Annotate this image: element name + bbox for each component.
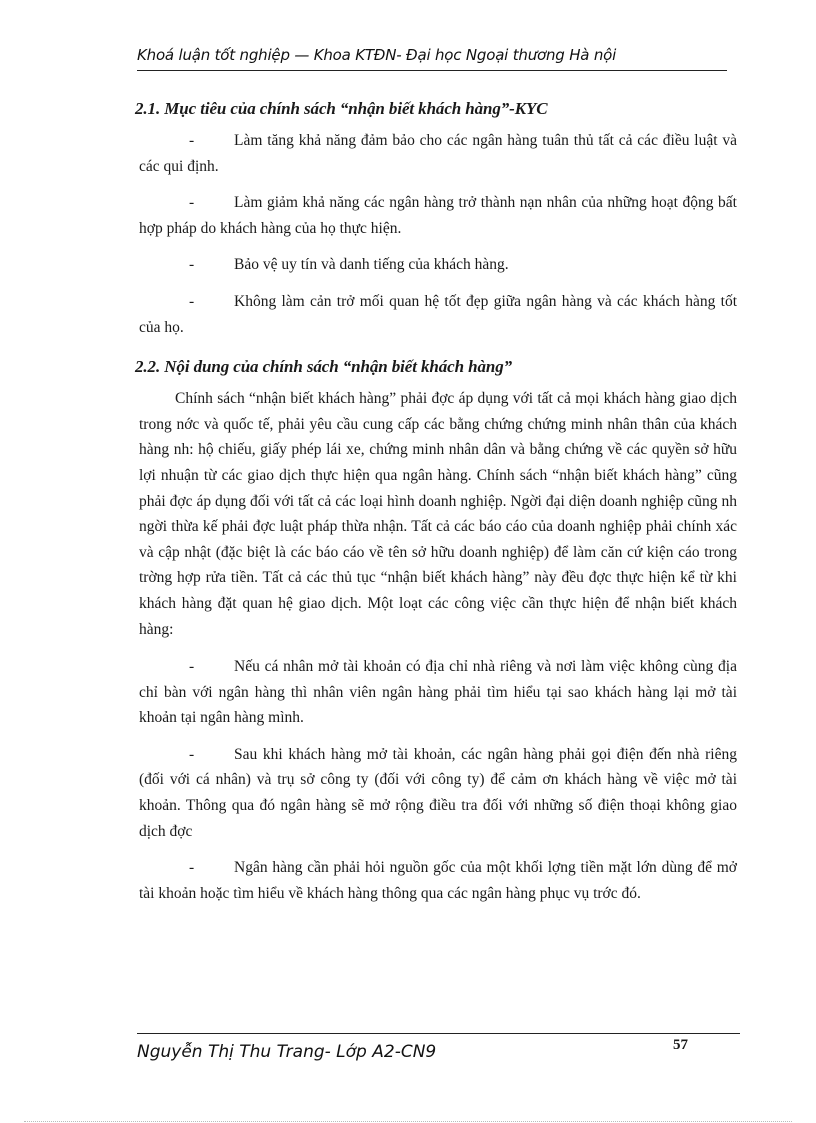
bullet-dash: - — [189, 132, 195, 149]
list-item-text: Bảo vệ uy tín và danh tiếng của khách hàng. — [234, 256, 509, 274]
list-item — [139, 654, 737, 731]
list-item-text: Làm tăng khả năng đảm bảo cho các ngân hàng tuân thủ tất cả các điều luật và các qui định. — [139, 132, 737, 175]
bullet-dash: - — [189, 658, 195, 676]
page-number: 57 — [673, 1037, 688, 1053]
footer-rule — [137, 1033, 740, 1034]
body-paragraph: Chính sách “nhận biết khách hàng” phải đợc áp dụng với tất cả mọi khách hàng giao dịch trong nớc và quốc tế, phải yêu cầu cung cấp các bằng chứng chứng minh nhân thân của khách hàng nh: hộ chiếu, giấy phép lái xe, chứng minh nhân dân và bằng chứng về các quyền sở hữu lợi nhuận từ các giao dịch thực hiện qua ngân hàng. Chính sách “nhận biết khách hàng” cũng phải đợc áp dụng đối với tất cả các loại hình doanh nghiệp. Ngời đại diện doanh nghiệp cũng nh ngời thừa kế phải đợc luật pháp thừa nhận. Tất cả các báo cáo của doanh nghiệp phải chính xác và cập nhật (đặc biệt là các báo cáo về tên sở hữu doanh nghiệp) để làm căn cứ kiện cáo trong trờng hợp rửa tiền. Tất cả các thủ tục “nhận biết khách hàng” này đều đợc thực hiện kể từ khi khách hàng đặt quan hệ giao dịch. Một loạt các công việc cần thực hiện để nhận biết khách hàng: — [139, 390, 737, 638]
list-item-text: Nếu cá nhân mở tài khoản có địa chỉ nhà riêng và nơi làm việc không cùng địa chỉ bàn với ngân hàng thì nhân viên ngân hàng phải tìm hiểu tại sao khách hàng lại mở tài khoản tại ngân hàng mình. — [139, 658, 737, 727]
bullet-dash: - — [189, 745, 195, 763]
section-heading-content: 2.2. Nội dung của chính sách “nhận biết khách hàng” — [135, 357, 513, 377]
bullet-dash: - — [189, 194, 195, 212]
list-item — [139, 190, 737, 241]
list-item — [139, 742, 737, 844]
list-item — [139, 289, 737, 340]
page-body — [135, 96, 737, 917]
list-item — [139, 252, 737, 278]
footer-author: Nguyễn Thị Thu Trang- Lớp A2-CN9 — [137, 1042, 437, 1062]
section-heading-objectives: 2.1. Mục tiêu của chính sách “nhận biết khách hàng”-KYC — [135, 99, 548, 118]
running-header: Khoá luận tốt nghiệp — Khoa KTĐN- Đại học Ngoại thương Hà nội — [137, 46, 617, 64]
bullet-dash: - — [189, 256, 195, 274]
bullet-dash: - — [189, 292, 195, 310]
list-item-text: Không làm cản trở mối quan hệ tốt đẹp giữa ngân hàng và các khách hàng tốt của họ. — [139, 292, 737, 336]
bullet-dash: - — [189, 859, 195, 877]
list-item — [139, 128, 737, 179]
list-item-text: Sau khi khách hàng mở tài khoản, các ngân hàng phải gọi điện đến nhà riêng (đối với cá nhân) và trụ sở công ty (đối với công ty) để cảm ơn khách hàng về việc mở tài khoản. Thông qua đó ngân hàng sẽ mở rộng điều tra đối với những số điện thoại không giao dịch đợc — [139, 745, 737, 840]
list-item — [139, 855, 737, 906]
list-item-text: Ngân hàng cần phải hỏi nguồn gốc của một khối lợng tiền mặt lớn dùng để mở tài khoản hoặc tìm hiểu về khách hàng thông qua các ngân hàng phục vụ trớc đó. — [139, 859, 737, 902]
header-rule — [137, 70, 727, 71]
list-item-text: Làm giảm khả năng các ngân hàng trở thành nạn nhân của những hoạt động bất hợp pháp do khách hàng của họ thực hiện. — [139, 194, 737, 237]
page-edge-dotted-line — [24, 1121, 792, 1122]
